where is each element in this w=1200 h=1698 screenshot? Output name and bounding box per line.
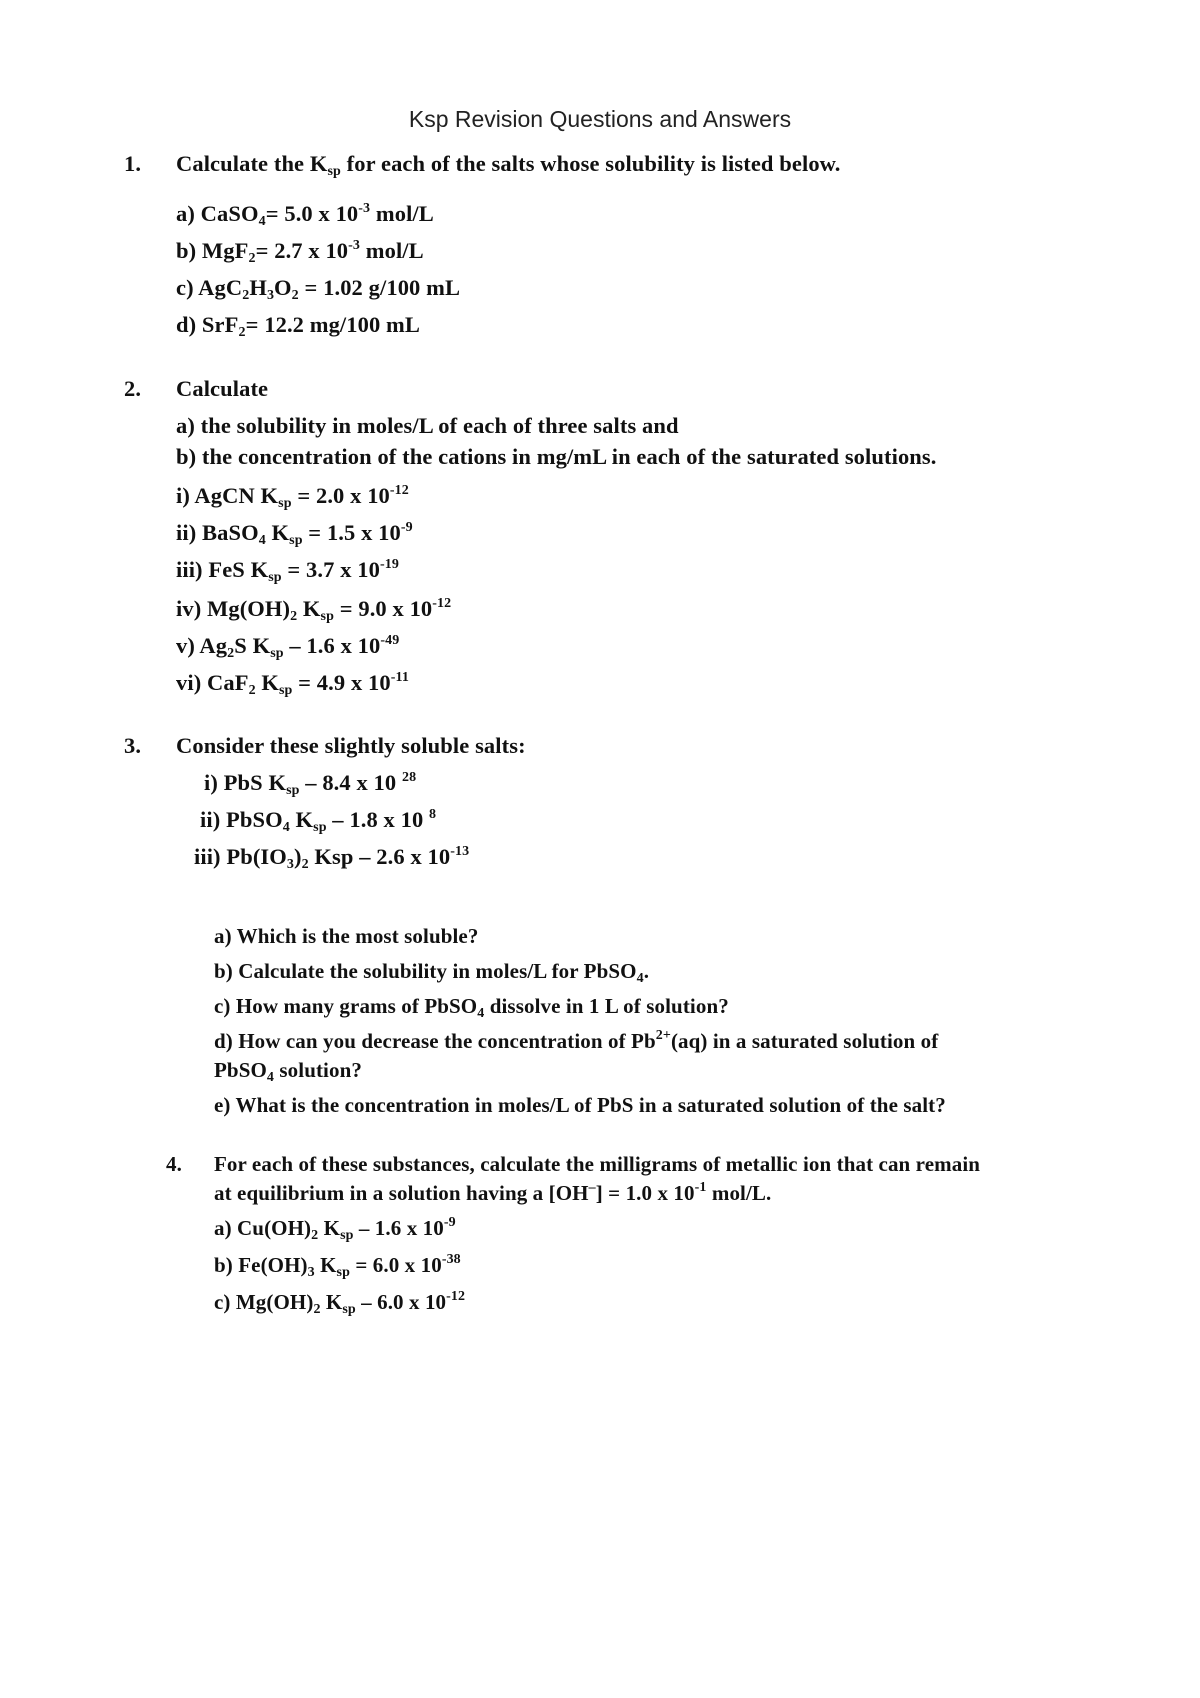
question-3-part-e: e) What is the concentration in moles/L of PbS in a saturated solution of the salt?	[214, 1093, 946, 1117]
question-2-salt-vi: vi) CaF$_2$ $K_{sp} = 4.9$ x $10^{-11}$	[176, 670, 409, 698]
question-2-part-b: b) the concentration of the cations in mg/mL in each of the saturated solutions.	[176, 444, 937, 469]
question-2-number: 2.	[124, 376, 142, 401]
question-3-number: 3.	[124, 733, 142, 758]
question-3-salt-ii: ii) PbSO$_4$ $K_{sp} - 1.8$ x 10 $^8$	[200, 807, 437, 835]
question-2-salt-v: v) $Ag_2S$ $K_{sp} - 1.6$ x $10^{-49}$	[176, 633, 400, 661]
question-2-salt-iv: iv) $Mg(OH)_2$ $K_{sp} = 9.0$ x $10^{-12}$	[176, 596, 452, 624]
question-2-salt-ii: ii) BaSO$_4$ $K_{sp} = 1.5$ x $10^{-9}$	[176, 520, 413, 548]
question-3-part-d: d) How can you decrease the concentration of $Pb^{2+}(aq)$ in a saturated solution of	[214, 1028, 939, 1053]
question-3-part-d-continued: PbSO$_4$ solution?	[214, 1058, 362, 1085]
document-title: Ksp Revision Questions and Answers	[408, 106, 792, 132]
question-4-item-c: c) $Mg(OH)_2$ $K_{sp} - 6.0$ x $10^{-12}$	[214, 1289, 466, 1317]
question-4-number: 4.	[166, 1152, 182, 1176]
question-1-item-b: b) MgF$_2$= 2.7 x $10^{-3}$ mol/L	[176, 238, 424, 266]
question-4-item-a: a) $Cu(OH)_2$ $K_{sp} - 1.6$ x $10^{-9}$	[214, 1215, 456, 1243]
question-3-salt-i: i) PbS $K_{sp} - 8.4$ x 10 $^{28}$	[204, 770, 417, 798]
question-3-salt-iii: iii) $Pb(IO_3)_2$ Ksp – 2.6 x $10^{-13}$	[194, 844, 470, 872]
question-2-prompt: Calculate	[176, 376, 269, 401]
question-3-prompt: Consider these slightly soluble salts:	[176, 733, 526, 758]
question-2-salt-iii: iii) FeS $K_{sp} = 3.7$ x $10^{-19}$	[176, 557, 399, 585]
question-1-item-c: c) $AgC_2H_3O_2 = 1.02$ g/100 mL	[176, 275, 461, 303]
question-4-item-b: b) $Fe(OH)_3$ $K_{sp} = 6.0$ x $10^{-38}$	[214, 1252, 461, 1280]
question-3-part-b: b) Calculate the solubility in moles/L for PbSO$_4$.	[214, 959, 650, 986]
question-2-salt-i: i) AgCN $K_{sp} = 2.0$ x $10^{-12}$	[176, 483, 409, 511]
question-3-part-c: c) How many grams of PbSO$_4$ dissolve in 1 L of solution?	[214, 994, 729, 1021]
question-1-item-a: a) CaSO$_4$= 5.0 x $10^{-3}$ mol/L	[176, 201, 434, 229]
question-4-prompt-line-2: at equilibrium in a solution having a [OH–] = 1.0 x $10^{-1}$ mol/L.	[214, 1180, 772, 1205]
question-1-prompt: Calculate the $K_{sp}$ for each of the salts whose solubility is listed below.	[176, 151, 841, 179]
question-2-part-a: a) the solubility in moles/L of each of three salts and	[176, 413, 679, 438]
question-1-item-d: d) SrF$_2$= 12.2 mg/100 mL	[176, 312, 421, 340]
question-1-number: 1.	[124, 151, 142, 176]
question-4-prompt-line-1: For each of these substances, calculate the milligrams of metallic ion that can remain	[214, 1152, 981, 1176]
question-3-part-a: a) Which is the most soluble?	[214, 924, 479, 948]
